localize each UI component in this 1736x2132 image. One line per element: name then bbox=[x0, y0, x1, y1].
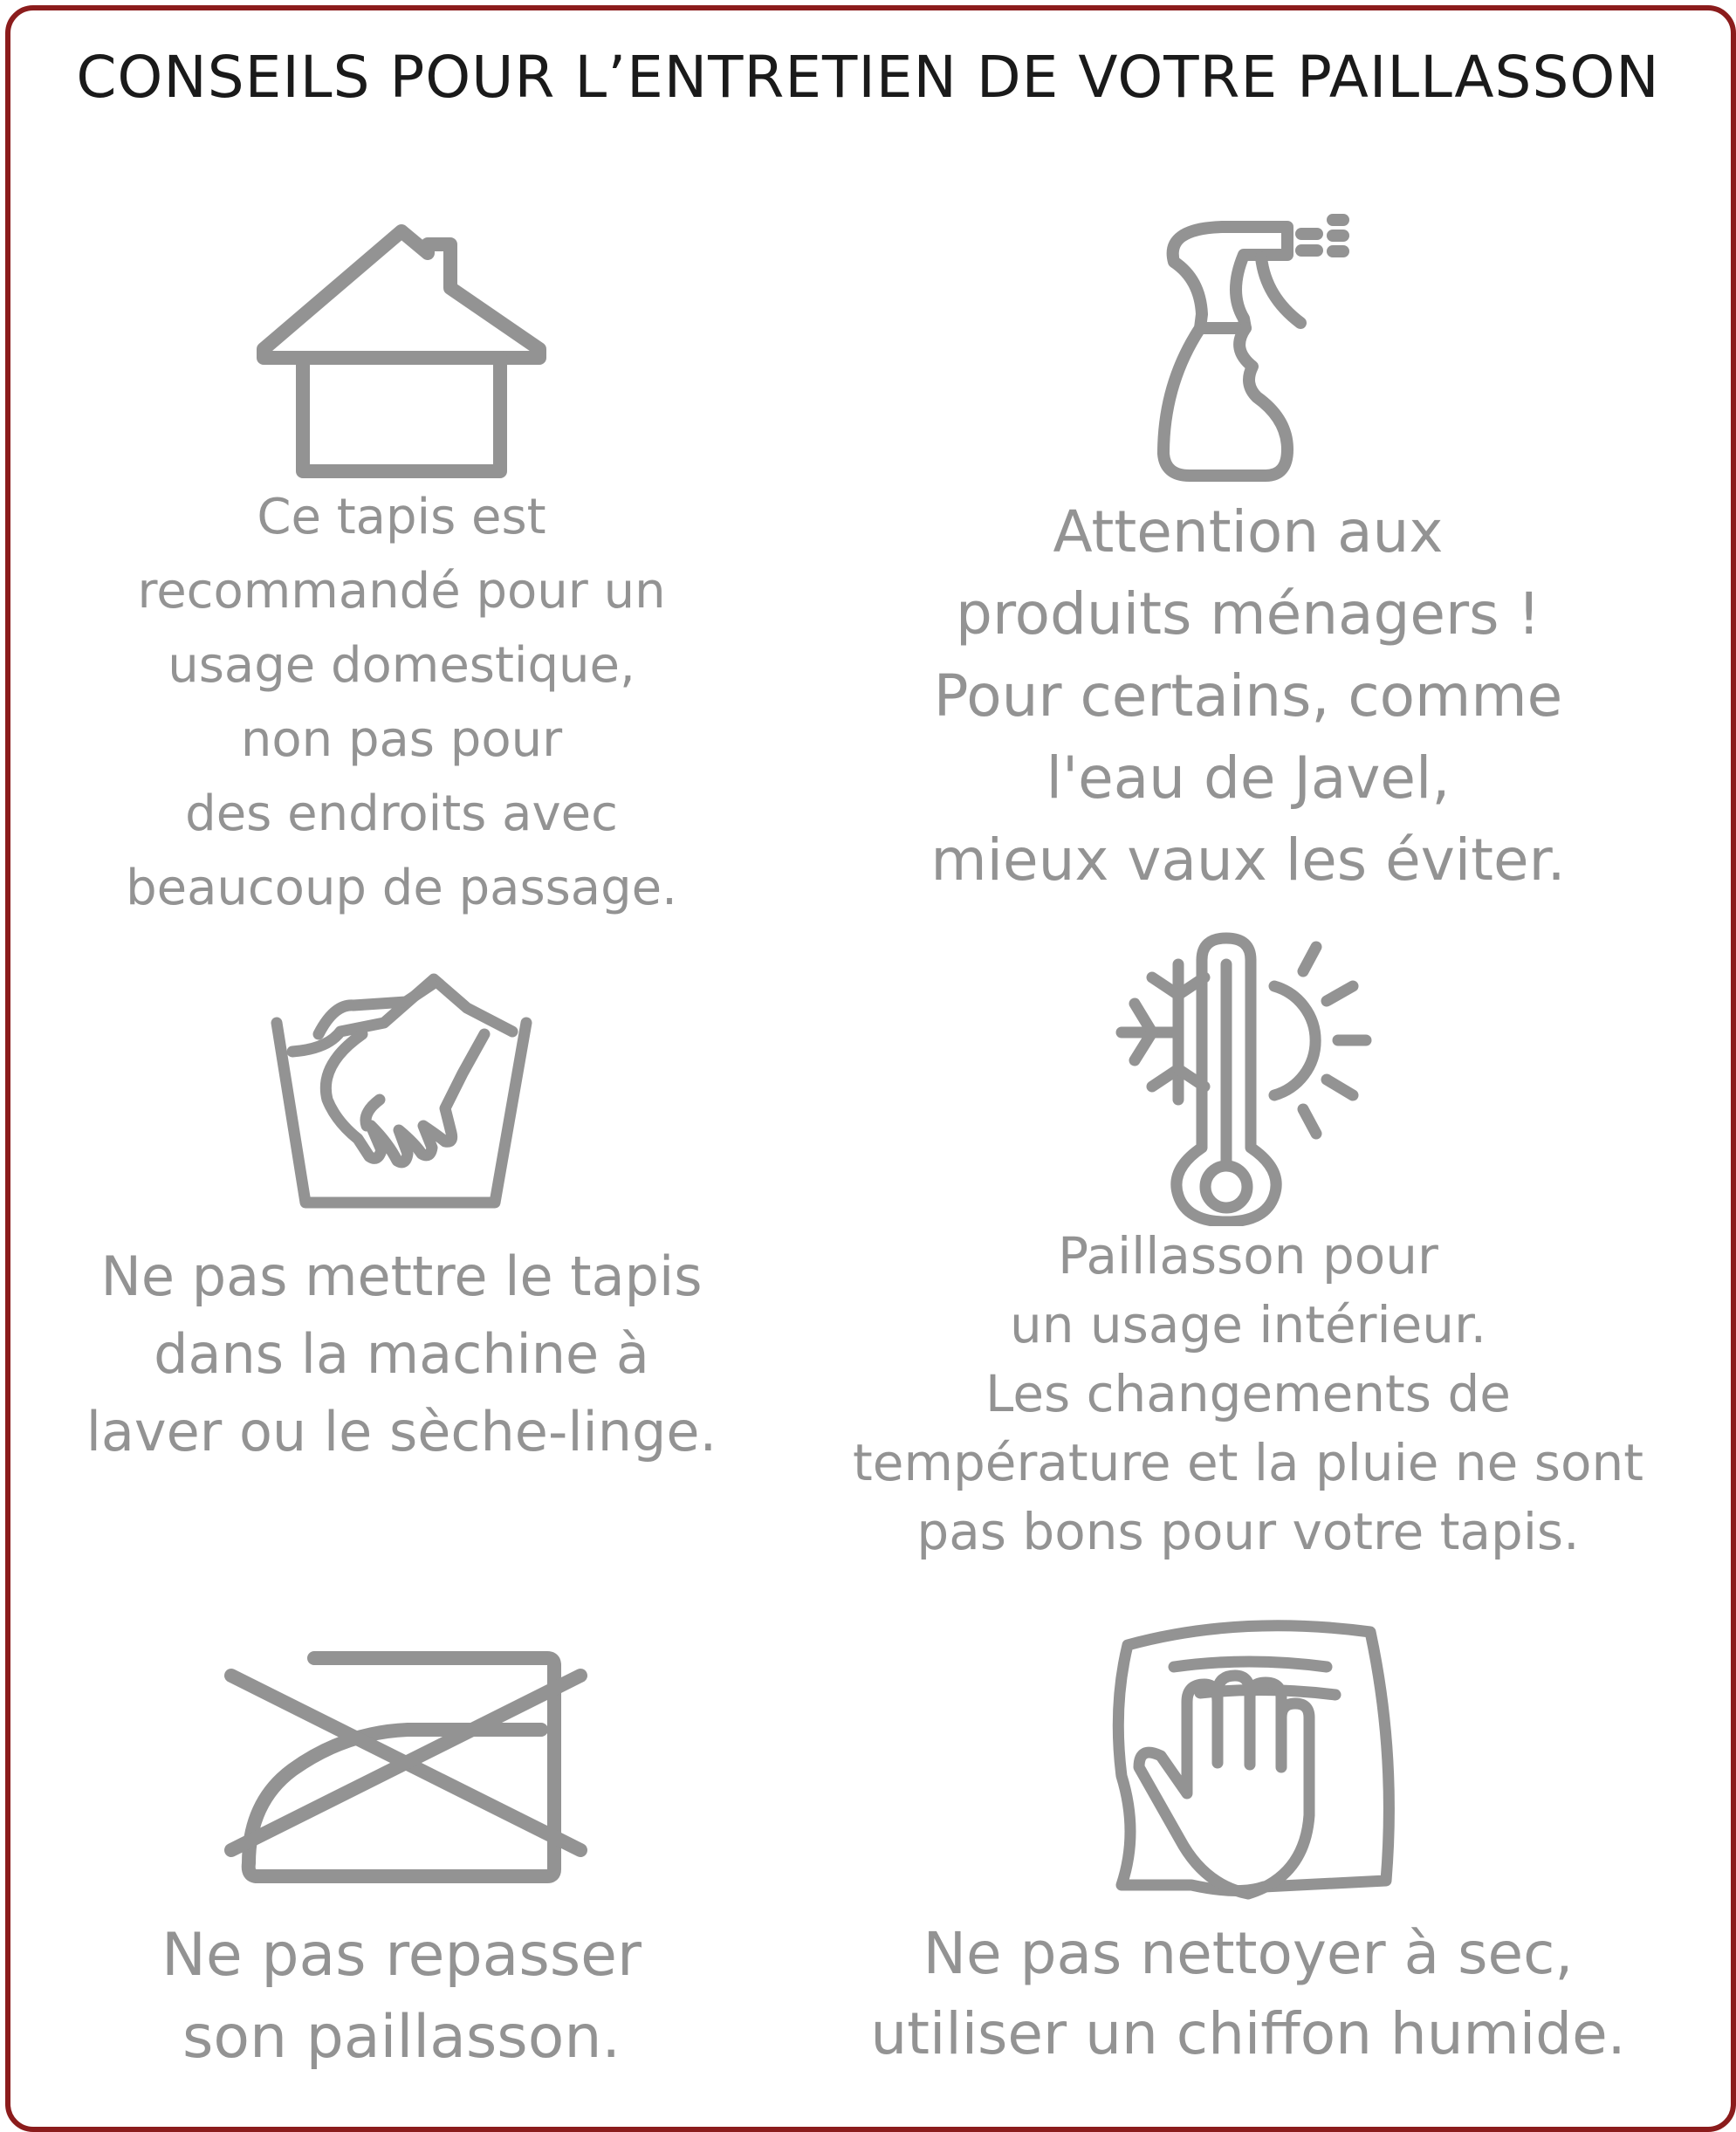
tip-no-machine-wash-text: Ne pas mettre le tapis dans la machine à laver ou le sèche-linge. bbox=[86, 1244, 717, 1464]
hand-wash-basin-icon bbox=[266, 969, 537, 1213]
spray-bottle-icon bbox=[1148, 209, 1362, 489]
thermometer-snow-sun-icon bbox=[1104, 929, 1383, 1226]
house-icon bbox=[253, 218, 550, 480]
tip-cleaning-products-text: Attention aux produits ménagers ! Pour certains, comme l'eau de Javel, mieux vaux les éviter. bbox=[930, 498, 1566, 894]
hand-cloth-icon bbox=[1108, 1614, 1410, 1902]
tip-no-ironing-text: Ne pas repasser son paillasson. bbox=[161, 1921, 642, 2072]
tip-indoor-use-text: Paillasson pour un usage intérieur. Les changements de température et la pluie ne sont pas bons pour votre tapis. bbox=[853, 1226, 1643, 1561]
tip-domestic-use-text: Ce tapis est recommandé pour un usage domestique, non pas pour des endroits avec beaucoup de passage. bbox=[126, 489, 677, 916]
tip-damp-cloth-text: Ne pas nettoyer à sec, utiliser un chiffon humide. bbox=[870, 1920, 1626, 2067]
no-iron-icon bbox=[223, 1641, 589, 1885]
page-title: CONSEILS POUR L’ENTRETIEN DE VOTRE PAILLASSON bbox=[76, 44, 1660, 111]
